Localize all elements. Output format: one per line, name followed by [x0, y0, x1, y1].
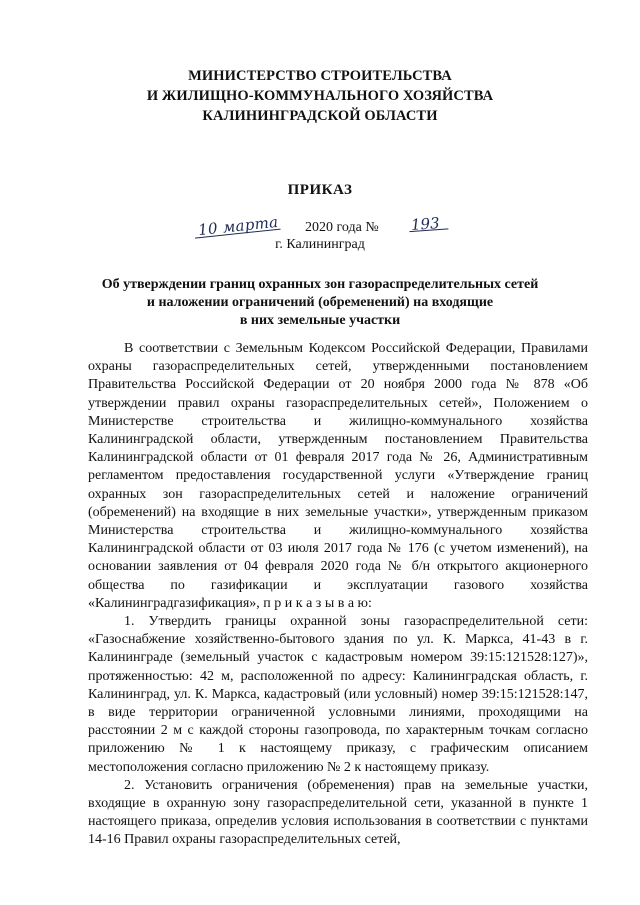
handwritten-order-number: 193: [410, 214, 441, 234]
order-city: г. Калининград: [275, 237, 365, 252]
order-subject: [0, 276, 640, 330]
order-date-text: 2020 года №: [305, 220, 379, 235]
subject-line-1: Об утверждении границ охранных зон газораспределительных сетей: [101, 277, 539, 292]
subject-line-2: и наложении ограничений (обременений) на входящие: [146, 295, 494, 310]
ministry-line-3: КАЛИНИНГРАДСКОЙ ОБЛАСТИ: [202, 108, 438, 124]
order-title: ПРИКАЗ: [287, 182, 353, 198]
item-1-paragraph: 1. Утвердить границы охранной зоны газораспределительной сети: «Газоснабжение хозяйственно-бытового здания по ул. К. Маркса, 41-43 в г. Калининграде (земельный участок с кадастровым номером 39:15:121528:127)», протяженностью: 42 м, расположенной по адресу: Калининградская область, г. Калининград, ул. К. Маркса, кадастровый (или условный) номер 39:15:121528:147, в виде территории ограниченной условными линиями, проходящими на расстоянии 2 м с каждой стороны газопровода, по характерным точкам согласно приложению № 1 к настоящему приказу, с графическим описанием местоположения согласно приложению № 2 к настоящему приказу.: [88, 614, 588, 775]
ministry-line-2: И ЖИЛИЩНО-КОММУНАЛЬНОГО ХОЗЯЙСТВА: [146, 88, 494, 104]
order-body: [88, 340, 588, 850]
subject-line-3: в них земельные участки: [239, 313, 401, 328]
item-2-paragraph: 2. Установить ограничения (обременения) прав на земельные участки, входящие в охранную зону газораспределительной сети, указанной в пункте 1 настоящего приказа, определив условия использования в соответствии с пунктами 14-16 Правил охраны газораспределительных сетей,: [88, 777, 588, 848]
ministry-header: [0, 66, 640, 126]
handwritten-date: 10 марта: [197, 212, 280, 240]
preamble-paragraph: В соответствии с Земельным Кодексом Российской Федерации, Правилами охраны газораспределительных сетей, утвержденными постановлением Правительства Российской Федерации от 20 ноября 2000 года № 878 «Об утверждении правил охраны газораспределительных сетей», Положением о Министерстве строительства и жилищно-коммунального хозяйства Калининградской области, утвержденным постановлением Правительства Калининградской области от 01 февраля 2017 года № 26, Административным регламентом предоставления государственной услуги «Утверждение границ охранных зон газораспределительных сетей и наложение ограничений (обременений) на входящие в них земельные участки», утвержденным приказом Министерства строительства и жилищно-коммунального хозяйства Калининградской области от 03 июля 2017 года № 176 (с учетом изменений), на основании заявления от 04 февраля 2020 года № б/н открытого акционерного общества по газификации и эксплуатации газового хозяйства «Калининградгазификация», п р и к а з ы в а ю:: [88, 341, 588, 611]
ministry-line-1: МИНИСТЕРСТВО СТРОИТЕЛЬСТВА: [188, 68, 452, 84]
